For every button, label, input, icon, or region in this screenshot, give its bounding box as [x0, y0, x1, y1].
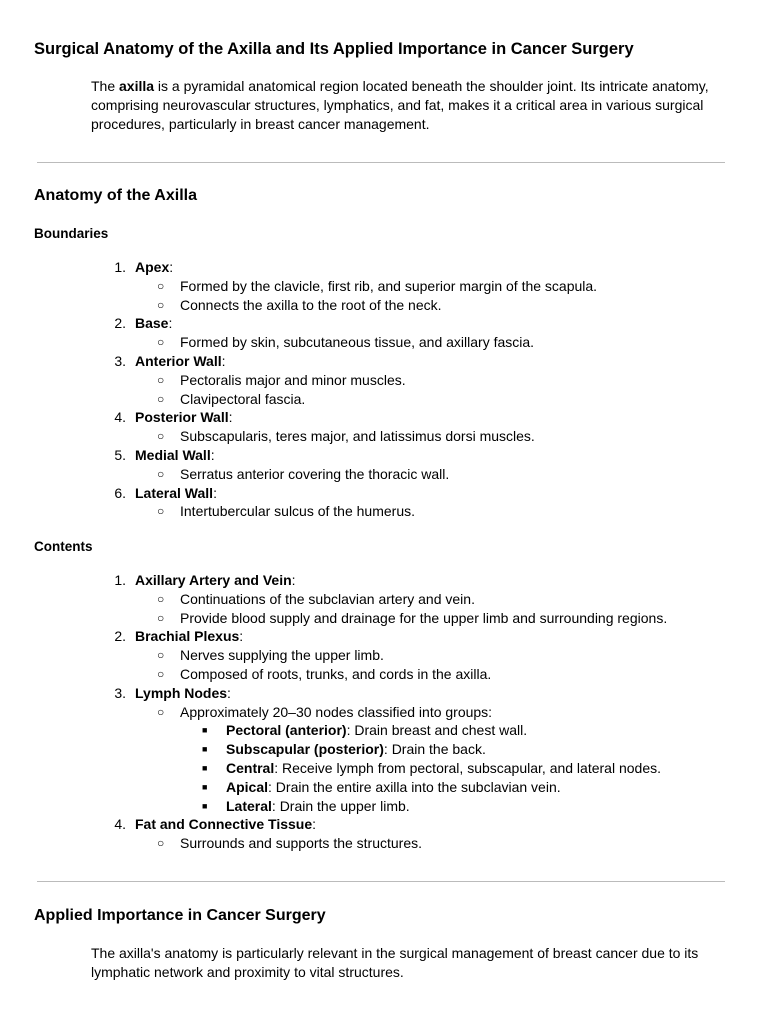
sub-item	[0, 333, 768, 352]
colon: :	[228, 409, 233, 426]
colon: :	[221, 352, 226, 369]
sub-item-text: Clavipectoral fascia.	[180, 390, 306, 407]
node-group-desc: : Drain the back.	[383, 741, 486, 758]
item-number: 1.	[114, 259, 126, 275]
item-title: Posterior Wall	[135, 409, 229, 426]
sub-item-text: Serratus anterior covering the thoracic wall.	[180, 465, 450, 482]
list-item	[0, 408, 768, 427]
sub-item-text: Subscapularis, teres major, and latissimus dorsi muscles.	[180, 428, 535, 445]
page-title: Surgical Anatomy of the Axilla and Its Applied Importance in Cancer Surgery	[34, 40, 634, 58]
list-item	[0, 627, 768, 646]
hollow-bullet-icon: ○	[157, 666, 165, 681]
node-group-item	[0, 721, 768, 740]
item-title: Lateral Wall	[135, 484, 214, 501]
item-number: 2.	[114, 315, 126, 332]
item-number: 1.	[114, 572, 126, 588]
sub-item-text: Connects the axilla to the root of the neck.	[180, 296, 442, 313]
colon: :	[227, 684, 231, 701]
item-number: 3.	[114, 352, 126, 369]
node-group-item	[0, 740, 768, 759]
hollow-bullet-icon: ○	[157, 391, 165, 406]
sub-item	[0, 665, 768, 684]
item-title: Lymph Nodes	[135, 684, 228, 701]
section-divider	[37, 881, 725, 882]
node-group-name: Pectoral (anterior)	[226, 722, 347, 739]
contents-list	[0, 571, 768, 853]
intro-paragraph	[91, 77, 711, 134]
sub-item	[0, 834, 768, 853]
section-divider	[37, 162, 725, 163]
node-group-item	[0, 797, 768, 816]
colon: :	[213, 484, 217, 501]
sub-item-text: Approximately 20–30 nodes classified into groups:	[180, 703, 493, 720]
sub-item	[0, 465, 768, 484]
sub-item-text: Continuations of the subclavian artery and vein.	[180, 590, 475, 607]
item-number: 4.	[114, 409, 126, 426]
colon: :	[168, 315, 173, 332]
sub-item-text: Surrounds and supports the structures.	[180, 835, 423, 852]
intro-term-axilla: axilla	[119, 78, 155, 94]
hollow-bullet-icon: ○	[157, 648, 165, 663]
item-title: Medial Wall	[135, 446, 211, 463]
hollow-bullet-icon: ○	[157, 704, 165, 719]
square-bullet-icon: ■	[202, 800, 208, 811]
node-group-item	[0, 759, 768, 778]
sub-item-text: Nerves supplying the upper limb.	[180, 647, 384, 664]
sub-item-text: Composed of roots, trunks, and cords in the axilla.	[180, 665, 492, 682]
hollow-bullet-icon: ○	[157, 278, 165, 293]
boundaries-list	[0, 258, 768, 521]
node-group-name: Apical	[226, 778, 269, 795]
sub-item-text: Provide blood supply and drainage for the upper limb and surrounding regions.	[180, 609, 668, 626]
section-heading-anatomy: Anatomy of the Axilla	[34, 187, 197, 204]
applied-paragraph: The axilla's anatomy is particularly relevant in the surgical management of breast cancer due to its lymphatic network and proximity to vital structures.	[91, 945, 699, 980]
square-bullet-icon: ■	[202, 725, 208, 736]
square-bullet-icon: ■	[202, 781, 208, 792]
intro-text-rest: is a pyramidal anatomical region located beneath the shoulder joint. Its intricate anatomy, comprising neurovascular structures, lymphatics, and fat, makes it a critical area in various surgical procedures, particularly in breast cancer management.	[91, 78, 709, 132]
item-title: Anterior Wall	[135, 352, 222, 369]
list-item	[0, 571, 768, 590]
list-item	[0, 352, 768, 371]
node-group-desc: : Drain breast and chest wall.	[346, 722, 528, 739]
node-group-name: Subscapular (posterior)	[226, 741, 384, 758]
list-item	[0, 684, 768, 703]
square-bullet-icon: ■	[202, 744, 208, 755]
sub-item	[0, 390, 768, 409]
node-group-desc: : Drain the upper limb.	[271, 797, 410, 814]
node-group-name: Central	[226, 759, 275, 776]
sub-item-text: Formed by the clavicle, first rib, and superior margin of the scapula.	[180, 277, 598, 294]
hollow-bullet-icon: ○	[157, 836, 165, 851]
item-title: Brachial Plexus	[135, 628, 240, 645]
hollow-bullet-icon: ○	[157, 429, 165, 444]
hollow-bullet-icon: ○	[157, 610, 165, 625]
item-number: 6.	[114, 484, 126, 501]
item-number: 5.	[114, 446, 126, 463]
colon: :	[210, 446, 215, 463]
sub-item	[0, 277, 768, 296]
hollow-bullet-icon: ○	[157, 591, 165, 606]
colon: :	[239, 628, 244, 645]
node-group-desc: : Drain the entire axilla into the subclavian vein.	[268, 778, 561, 795]
sub-item	[0, 502, 768, 521]
section-heading-applied: Applied Importance in Cancer Surgery	[34, 907, 326, 924]
list-item	[0, 314, 768, 333]
list-item	[0, 484, 768, 503]
sub-item	[0, 609, 768, 628]
hollow-bullet-icon: ○	[157, 335, 165, 350]
hollow-bullet-icon: ○	[157, 372, 165, 387]
item-title: Fat and Connective Tissue	[135, 816, 313, 833]
hollow-bullet-icon: ○	[157, 297, 165, 312]
item-number: 2.	[114, 628, 126, 645]
sub-item	[0, 646, 768, 665]
node-group-desc: : Receive lymph from pectoral, subscapular, and lateral nodes.	[274, 759, 661, 776]
item-number: 3.	[114, 684, 126, 701]
item-title: Axillary Artery and Vein	[135, 572, 292, 588]
colon: :	[312, 816, 317, 833]
sub-item-text: Intertubercular sulcus of the humerus.	[180, 503, 416, 520]
item-title: Base	[135, 315, 169, 332]
colon: :	[169, 259, 174, 275]
subheading-contents: Contents	[34, 539, 93, 554]
intro-text-start: The	[91, 78, 120, 94]
sub-item	[0, 703, 768, 722]
list-item	[0, 258, 768, 277]
node-group-item	[0, 778, 768, 797]
sub-item	[0, 427, 768, 446]
sub-item-text: Pectoralis major and minor muscles.	[180, 371, 406, 388]
colon: :	[291, 572, 296, 588]
subheading-boundaries: Boundaries	[34, 226, 109, 241]
hollow-bullet-icon: ○	[157, 504, 165, 519]
item-number: 4.	[114, 816, 126, 833]
hollow-bullet-icon: ○	[157, 466, 165, 481]
list-item	[0, 815, 768, 834]
node-group-name: Lateral	[226, 797, 272, 814]
item-title: Apex	[135, 259, 170, 275]
sub-item	[0, 590, 768, 609]
sub-item-text: Formed by skin, subcutaneous tissue, and axillary fascia.	[180, 334, 535, 351]
square-bullet-icon: ■	[202, 762, 208, 773]
sub-item	[0, 296, 768, 315]
list-item	[0, 446, 768, 465]
sub-item	[0, 371, 768, 390]
